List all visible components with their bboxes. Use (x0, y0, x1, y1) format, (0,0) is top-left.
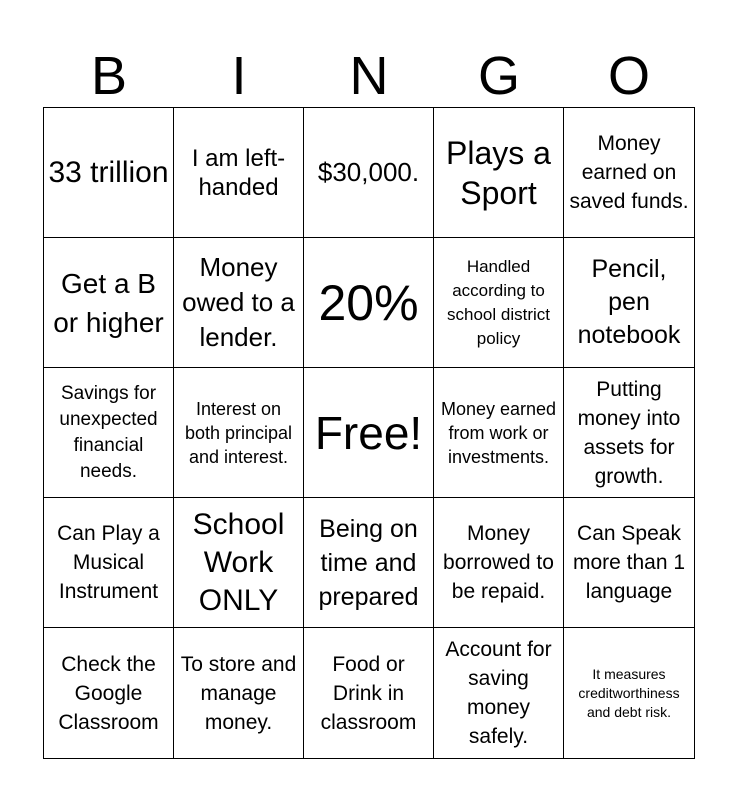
bingo-cell-o4[interactable] (564, 498, 694, 628)
cell-text: Account for saving money safely. (445, 638, 552, 748)
bingo-cell-i4[interactable] (174, 498, 304, 628)
bingo-cell-b5[interactable] (44, 628, 174, 758)
bingo-cell-i2[interactable] (174, 238, 304, 368)
bingo-header (44, 44, 694, 108)
cell-text: 33 trillion (48, 155, 169, 189)
bingo-cell-o3[interactable] (564, 368, 694, 498)
bingo-cell-n5[interactable] (304, 628, 434, 758)
bingo-cell-n4[interactable] (304, 498, 434, 628)
bingo-cell-i1[interactable] (174, 108, 304, 238)
header-letter-g: G (477, 46, 520, 106)
cell-text: 20% (318, 274, 419, 331)
cell-text: To store and manage money. (180, 652, 297, 734)
cell-text: Plays a Sport (446, 134, 551, 211)
cell-text: Can Speak more than 1 language (572, 522, 686, 603)
bingo-cell-n1[interactable] (304, 108, 434, 238)
cell-text: Can Play a Musical Instrument (57, 522, 160, 603)
header-letter-o: O (607, 46, 650, 106)
bingo-cell-b1[interactable] (44, 108, 174, 238)
bingo-cell-i3[interactable] (174, 368, 304, 498)
bingo-cell-n3[interactable] (304, 368, 434, 498)
bingo-cell-g2[interactable] (434, 238, 564, 368)
bingo-cell-g3[interactable] (434, 368, 564, 498)
cell-text: Money owed to a lender. (182, 252, 295, 352)
cell-text: I am left-handed (191, 144, 286, 201)
cell-text: Interest on both principal and interest. (184, 398, 293, 467)
bingo-cell-g1[interactable] (434, 108, 564, 238)
cell-text: Get a B or higher (53, 267, 164, 338)
cell-text: Free! (314, 406, 423, 459)
bingo-cell-o5[interactable] (564, 628, 694, 758)
cell-text: Food or Drink in classroom (320, 652, 417, 734)
cell-text: Putting money into assets for growth. (577, 377, 681, 488)
cell-text: Being on time and prepared (318, 514, 419, 611)
bingo-cell-i5[interactable] (174, 628, 304, 758)
cell-text: School Work ONLY (192, 507, 285, 617)
header-letter-i: I (231, 46, 247, 106)
header-letter-b: B (90, 46, 128, 106)
cell-text: Handled according to school district policy (447, 256, 550, 348)
bingo-cell-o2[interactable] (564, 238, 694, 368)
bingo-grid (43, 107, 695, 759)
bingo-cell-n2[interactable] (304, 238, 434, 368)
cell-text: Money earned from work or investments. (440, 398, 557, 467)
cell-text: Pencil, pen notebook (577, 255, 681, 349)
cell-text: Check the Google Classroom (58, 652, 159, 734)
header-letter-n: N (349, 46, 389, 106)
bingo-cell-b4[interactable] (44, 498, 174, 628)
cell-text: It measures creditworthiness and debt risk. (578, 665, 680, 720)
cell-text: $30,000. (317, 157, 420, 187)
bingo-cell-b3[interactable] (44, 368, 174, 498)
bingo-cell-g5[interactable] (434, 628, 564, 758)
cell-text: Money earned on saved funds. (569, 132, 689, 213)
bingo-cell-b2[interactable] (44, 238, 174, 368)
bingo-cell-o1[interactable] (564, 108, 694, 238)
cell-text: Money borrowed to be repaid. (443, 522, 554, 603)
cell-text: Savings for unexpected financial needs. (59, 382, 158, 482)
bingo-cell-g4[interactable] (434, 498, 564, 628)
